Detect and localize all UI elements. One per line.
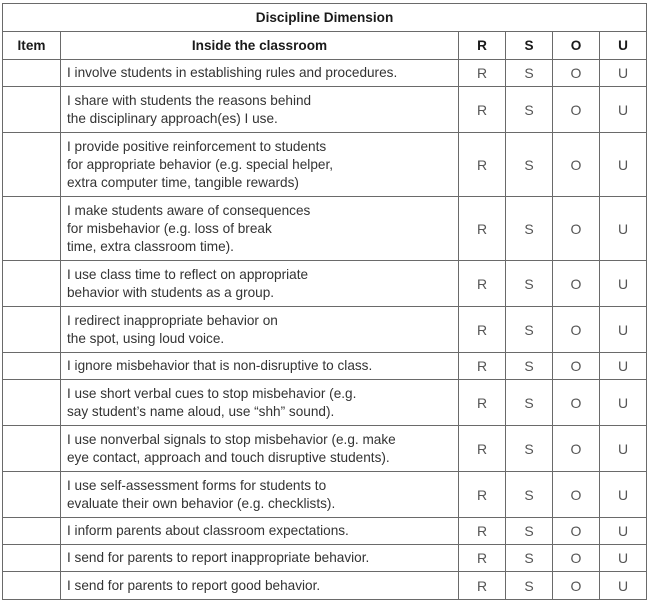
rating-option-r[interactable]: R bbox=[459, 133, 506, 197]
statement-cell bbox=[61, 426, 459, 472]
header-row bbox=[3, 32, 647, 60]
rating-option-u[interactable]: U bbox=[600, 60, 647, 87]
rating-option-r[interactable]: R bbox=[459, 572, 506, 600]
rating-option-s[interactable]: S bbox=[506, 197, 553, 261]
rating-option-o[interactable]: O bbox=[553, 307, 600, 353]
item-cell bbox=[3, 353, 61, 380]
item-cell bbox=[3, 380, 61, 426]
item-cell bbox=[3, 197, 61, 261]
statement-line: I redirect inappropriate behavior on bbox=[67, 312, 278, 328]
rating-option-r[interactable]: R bbox=[459, 380, 506, 426]
rating-option-s[interactable]: S bbox=[506, 353, 553, 380]
statement-line: I involve students in establishing rules and procedures. bbox=[67, 65, 398, 80]
rating-option-r[interactable]: R bbox=[459, 518, 506, 545]
rating-option-s[interactable]: S bbox=[506, 261, 553, 307]
statement-line: I inform parents about classroom expectations. bbox=[67, 523, 349, 538]
item-cell bbox=[3, 133, 61, 197]
rating-option-r[interactable]: R bbox=[459, 426, 506, 472]
rating-option-u[interactable]: U bbox=[600, 197, 647, 261]
rating-option-s[interactable]: S bbox=[506, 472, 553, 518]
statement-cell bbox=[61, 380, 459, 426]
rating-option-r[interactable]: R bbox=[459, 87, 506, 133]
rating-option-s[interactable]: S bbox=[506, 307, 553, 353]
statement-cell bbox=[61, 197, 459, 261]
statement-cell bbox=[61, 353, 459, 380]
table-row bbox=[3, 545, 647, 572]
rating-option-u[interactable]: U bbox=[600, 133, 647, 197]
rating-option-u[interactable]: U bbox=[600, 518, 647, 545]
statement-line: I send for parents to report inappropriate behavior. bbox=[67, 550, 370, 565]
table-row bbox=[3, 87, 647, 133]
rating-option-u[interactable]: U bbox=[600, 261, 647, 307]
table-row bbox=[3, 133, 647, 197]
statement-line: say student’s name aloud, use “shh” sound). bbox=[67, 403, 335, 419]
rating-option-u[interactable]: U bbox=[600, 472, 647, 518]
rating-option-u[interactable]: U bbox=[600, 572, 647, 600]
rating-option-o[interactable]: O bbox=[553, 353, 600, 380]
rating-option-u[interactable]: U bbox=[600, 545, 647, 572]
rating-option-r[interactable]: R bbox=[459, 60, 506, 87]
item-cell bbox=[3, 545, 61, 572]
rating-option-s[interactable]: S bbox=[506, 60, 553, 87]
statement-cell bbox=[61, 87, 459, 133]
rating-option-r[interactable]: R bbox=[459, 261, 506, 307]
statement-line: time, extra classroom time). bbox=[67, 238, 234, 254]
statement-line: I use self-assessment forms for students to bbox=[67, 477, 327, 493]
item-cell bbox=[3, 307, 61, 353]
statement-cell bbox=[61, 572, 459, 600]
statement-line: I use class time to reflect on appropriate bbox=[67, 266, 309, 282]
item-cell bbox=[3, 426, 61, 472]
rating-option-r[interactable]: R bbox=[459, 197, 506, 261]
rating-header-u: U bbox=[600, 32, 647, 60]
rating-option-r[interactable]: R bbox=[459, 307, 506, 353]
item-column-header: Item bbox=[3, 32, 61, 60]
table-row bbox=[3, 426, 647, 472]
rating-option-r[interactable]: R bbox=[459, 545, 506, 572]
rating-option-o[interactable]: O bbox=[553, 197, 600, 261]
statement-line: behavior with students as a group. bbox=[67, 284, 275, 300]
statement-line: I use nonverbal signals to stop misbehavior (e.g. make bbox=[67, 431, 396, 447]
rating-header-r: R bbox=[459, 32, 506, 60]
item-cell bbox=[3, 572, 61, 600]
statement-line: the spot, using loud voice. bbox=[67, 330, 225, 346]
table-title: Discipline Dimension bbox=[3, 4, 647, 32]
item-cell bbox=[3, 261, 61, 307]
rating-option-s[interactable]: S bbox=[506, 572, 553, 600]
statement-line: I use short verbal cues to stop misbehavior (e.g. bbox=[67, 385, 357, 401]
statement-cell bbox=[61, 307, 459, 353]
table-row bbox=[3, 572, 647, 600]
statement-cell bbox=[61, 261, 459, 307]
rating-option-u[interactable]: U bbox=[600, 307, 647, 353]
statement-line: evaluate their own behavior (e.g. checklists). bbox=[67, 495, 336, 511]
statement-cell bbox=[61, 472, 459, 518]
section-column-header: Inside the classroom bbox=[61, 32, 459, 60]
rating-option-u[interactable]: U bbox=[600, 87, 647, 133]
statement-line: I send for parents to report good behavior. bbox=[67, 577, 321, 593]
rating-option-s[interactable]: S bbox=[506, 518, 553, 545]
table-row bbox=[3, 261, 647, 307]
item-cell bbox=[3, 60, 61, 87]
table-row bbox=[3, 518, 647, 545]
rating-option-o[interactable]: O bbox=[553, 545, 600, 572]
table-row bbox=[3, 472, 647, 518]
rating-option-o[interactable]: O bbox=[553, 572, 600, 600]
statement-line: for appropriate behavior (e.g. special helper, bbox=[67, 156, 333, 172]
statement-line: I provide positive reinforcement to students bbox=[67, 138, 327, 154]
rating-header-s: S bbox=[506, 32, 553, 60]
statement-line: the disciplinary approach(es) I use. bbox=[67, 110, 278, 126]
rating-option-u[interactable]: U bbox=[600, 380, 647, 426]
rating-option-u[interactable]: U bbox=[600, 353, 647, 380]
table-row bbox=[3, 60, 647, 87]
statement-line: for misbehavior (e.g. loss of break bbox=[67, 220, 272, 236]
rating-option-s[interactable]: S bbox=[506, 545, 553, 572]
rating-option-o[interactable]: O bbox=[553, 518, 600, 545]
statement-cell bbox=[61, 518, 459, 545]
rating-option-s[interactable]: S bbox=[506, 380, 553, 426]
statement-cell bbox=[61, 60, 459, 87]
item-cell bbox=[3, 518, 61, 545]
item-cell bbox=[3, 87, 61, 133]
statement-cell bbox=[61, 133, 459, 197]
survey-body bbox=[3, 60, 647, 600]
table-row bbox=[3, 307, 647, 353]
item-cell bbox=[3, 472, 61, 518]
rating-option-o[interactable]: O bbox=[553, 60, 600, 87]
rating-option-s[interactable]: S bbox=[506, 87, 553, 133]
statement-line: I ignore misbehavior that is non-disruptive to class. bbox=[67, 358, 373, 373]
rating-option-r[interactable]: R bbox=[459, 353, 506, 380]
discipline-survey-table bbox=[2, 3, 647, 600]
rating-header-o: O bbox=[553, 32, 600, 60]
rating-option-r[interactable]: R bbox=[459, 472, 506, 518]
rating-option-o[interactable]: O bbox=[553, 426, 600, 472]
rating-option-o[interactable]: O bbox=[553, 261, 600, 307]
statement-line: I make students aware of consequences bbox=[67, 202, 311, 218]
rating-option-o[interactable]: O bbox=[553, 380, 600, 426]
rating-option-s[interactable]: S bbox=[506, 133, 553, 197]
statement-line: eye contact, approach and touch disruptive students). bbox=[67, 449, 390, 465]
rating-option-u[interactable]: U bbox=[600, 426, 647, 472]
rating-option-o[interactable]: O bbox=[553, 87, 600, 133]
table-row bbox=[3, 380, 647, 426]
rating-option-o[interactable]: O bbox=[553, 472, 600, 518]
table-row bbox=[3, 353, 647, 380]
statement-line: extra computer time, tangible rewards) bbox=[67, 174, 299, 190]
title-row bbox=[3, 4, 647, 32]
table-row bbox=[3, 197, 647, 261]
statement-cell bbox=[61, 545, 459, 572]
rating-option-o[interactable]: O bbox=[553, 133, 600, 197]
rating-option-s[interactable]: S bbox=[506, 426, 553, 472]
statement-line: I share with students the reasons behind bbox=[67, 92, 312, 108]
